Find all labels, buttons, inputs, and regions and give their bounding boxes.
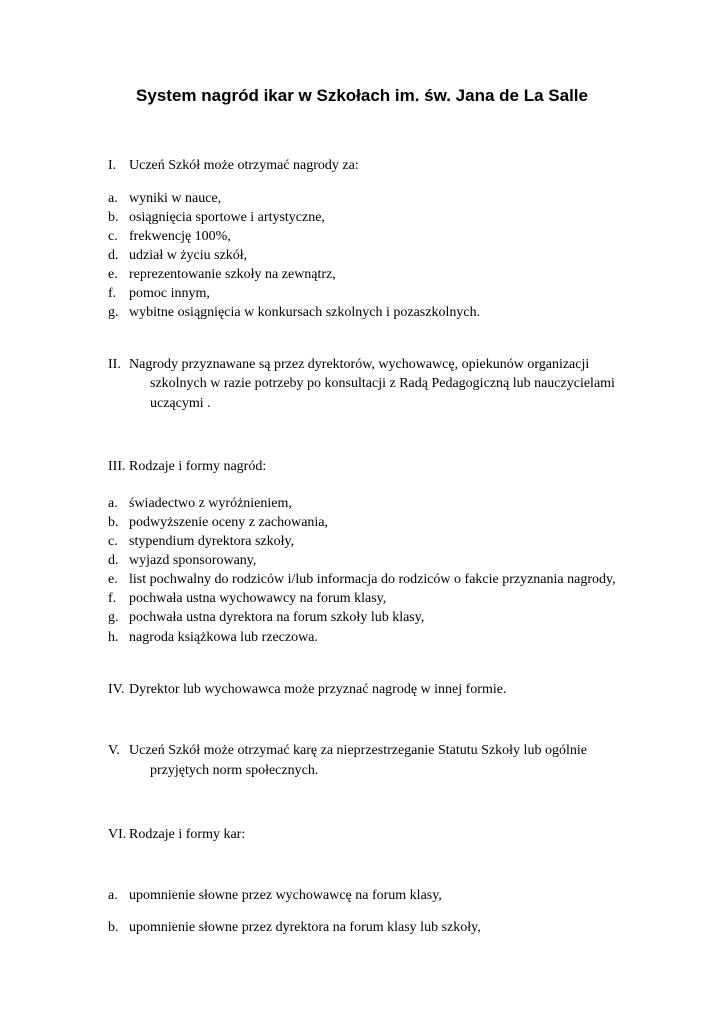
list-letter: d. xyxy=(108,248,119,263)
list-letter: g. xyxy=(108,610,119,625)
list-letter: h. xyxy=(108,630,119,645)
document-title: System nagród ikar w Szkołach im. św. Jana de La Salle xyxy=(136,86,588,105)
list-text: wyjazd sponsorowany, xyxy=(129,553,257,568)
list-item xyxy=(108,190,221,208)
list-letter: g. xyxy=(108,305,119,320)
list-text: pomoc innym, xyxy=(129,286,210,301)
section-text: Rodzaje i formy kar: xyxy=(129,827,246,842)
list-letter: a. xyxy=(108,496,118,511)
list-letter: a. xyxy=(108,888,118,903)
section-text: Dyrektor lub wychowawca może przyznać nagrodę w innej formie. xyxy=(129,682,507,697)
section-text: Rodzaje i formy nagród: xyxy=(129,459,267,474)
list-item xyxy=(108,590,386,608)
section-iii xyxy=(108,458,266,476)
section-i xyxy=(108,157,359,175)
list-letter: e. xyxy=(108,267,118,282)
section-number: VI. xyxy=(108,827,127,842)
list-text: frekwencję 100%, xyxy=(129,229,231,244)
list-letter: c. xyxy=(108,534,118,549)
section-number: II. xyxy=(108,357,121,372)
list-item xyxy=(108,887,442,905)
list-item xyxy=(108,209,325,227)
section-text: Nagrody przyznawane są przez dyrektorów, wychowawcę, opiekunów organizacji xyxy=(129,357,590,372)
list-text: pochwała ustna wychowawcy na forum klasy, xyxy=(129,591,387,606)
list-text: upomnienie słowne przez dyrektora na forum klasy lub szkoły, xyxy=(129,920,481,935)
list-item xyxy=(108,629,318,647)
list-letter: c. xyxy=(108,229,118,244)
list-item xyxy=(108,304,480,322)
list-text: reprezentowanie szkoły na zewnątrz, xyxy=(129,267,336,282)
list-letter: b. xyxy=(108,515,119,530)
section-ii-continuation: uczącymi . xyxy=(150,396,211,411)
list-item xyxy=(108,919,481,937)
section-number: V. xyxy=(108,743,120,758)
section-ii-continuation: szkolnych w razie potrzeby po konsultacji z Radą Pedagogiczną lub nauczycielami xyxy=(150,376,615,391)
list-letter: e. xyxy=(108,572,118,587)
list-letter: f. xyxy=(108,591,117,606)
list-item xyxy=(108,228,231,246)
list-text: udział w życiu szkół, xyxy=(129,248,248,263)
list-text: wyniki w nauce, xyxy=(129,191,222,206)
section-text: Uczeń Szkół może otrzymać karę za nieprzestrzeganie Statutu Szkoły lub ogólnie xyxy=(129,743,587,758)
list-letter: a. xyxy=(108,191,118,206)
section-ii xyxy=(108,356,589,374)
section-text: Uczeń Szkół może otrzymać nagrody za: xyxy=(129,158,359,173)
section-iv xyxy=(108,681,506,699)
list-item xyxy=(108,285,210,303)
list-letter: f. xyxy=(108,286,117,301)
list-item xyxy=(108,266,336,284)
section-number: I. xyxy=(108,158,117,173)
list-text: nagroda książkowa lub rzeczowa. xyxy=(129,630,318,645)
list-text: osiągnięcia sportowe i artystyczne, xyxy=(129,210,325,225)
section-number: IV. xyxy=(108,682,125,697)
list-text: pochwała ustna dyrektora na forum szkoły lub klasy, xyxy=(129,610,425,625)
list-item xyxy=(108,533,294,551)
section-number: III. xyxy=(108,459,126,474)
list-text: list pochwalny do rodziców i/lub informacja do rodziców o fakcie przyznania nagrody, xyxy=(129,572,616,587)
list-item xyxy=(108,609,424,627)
list-text: stypendium dyrektora szkoły, xyxy=(129,534,295,549)
list-item xyxy=(108,514,328,532)
list-letter: b. xyxy=(108,920,119,935)
list-item xyxy=(108,552,256,570)
list-letter: b. xyxy=(108,210,119,225)
list-text: podwyższenie oceny z zachowania, xyxy=(129,515,329,530)
list-item xyxy=(108,571,616,589)
list-text: wybitne osiągnięcia w konkursach szkolnych i pozaszkolnych. xyxy=(129,305,481,320)
section-vi xyxy=(108,826,245,844)
section-v xyxy=(108,742,587,760)
list-item xyxy=(108,247,247,265)
list-item xyxy=(108,495,292,513)
list-text: upomnienie słowne przez wychowawcę na forum klasy, xyxy=(129,888,442,903)
list-letter: d. xyxy=(108,553,119,568)
list-text: świadectwo z wyróżnieniem, xyxy=(129,496,292,511)
section-v-continuation: przyjętych norm społecznych. xyxy=(150,763,319,778)
